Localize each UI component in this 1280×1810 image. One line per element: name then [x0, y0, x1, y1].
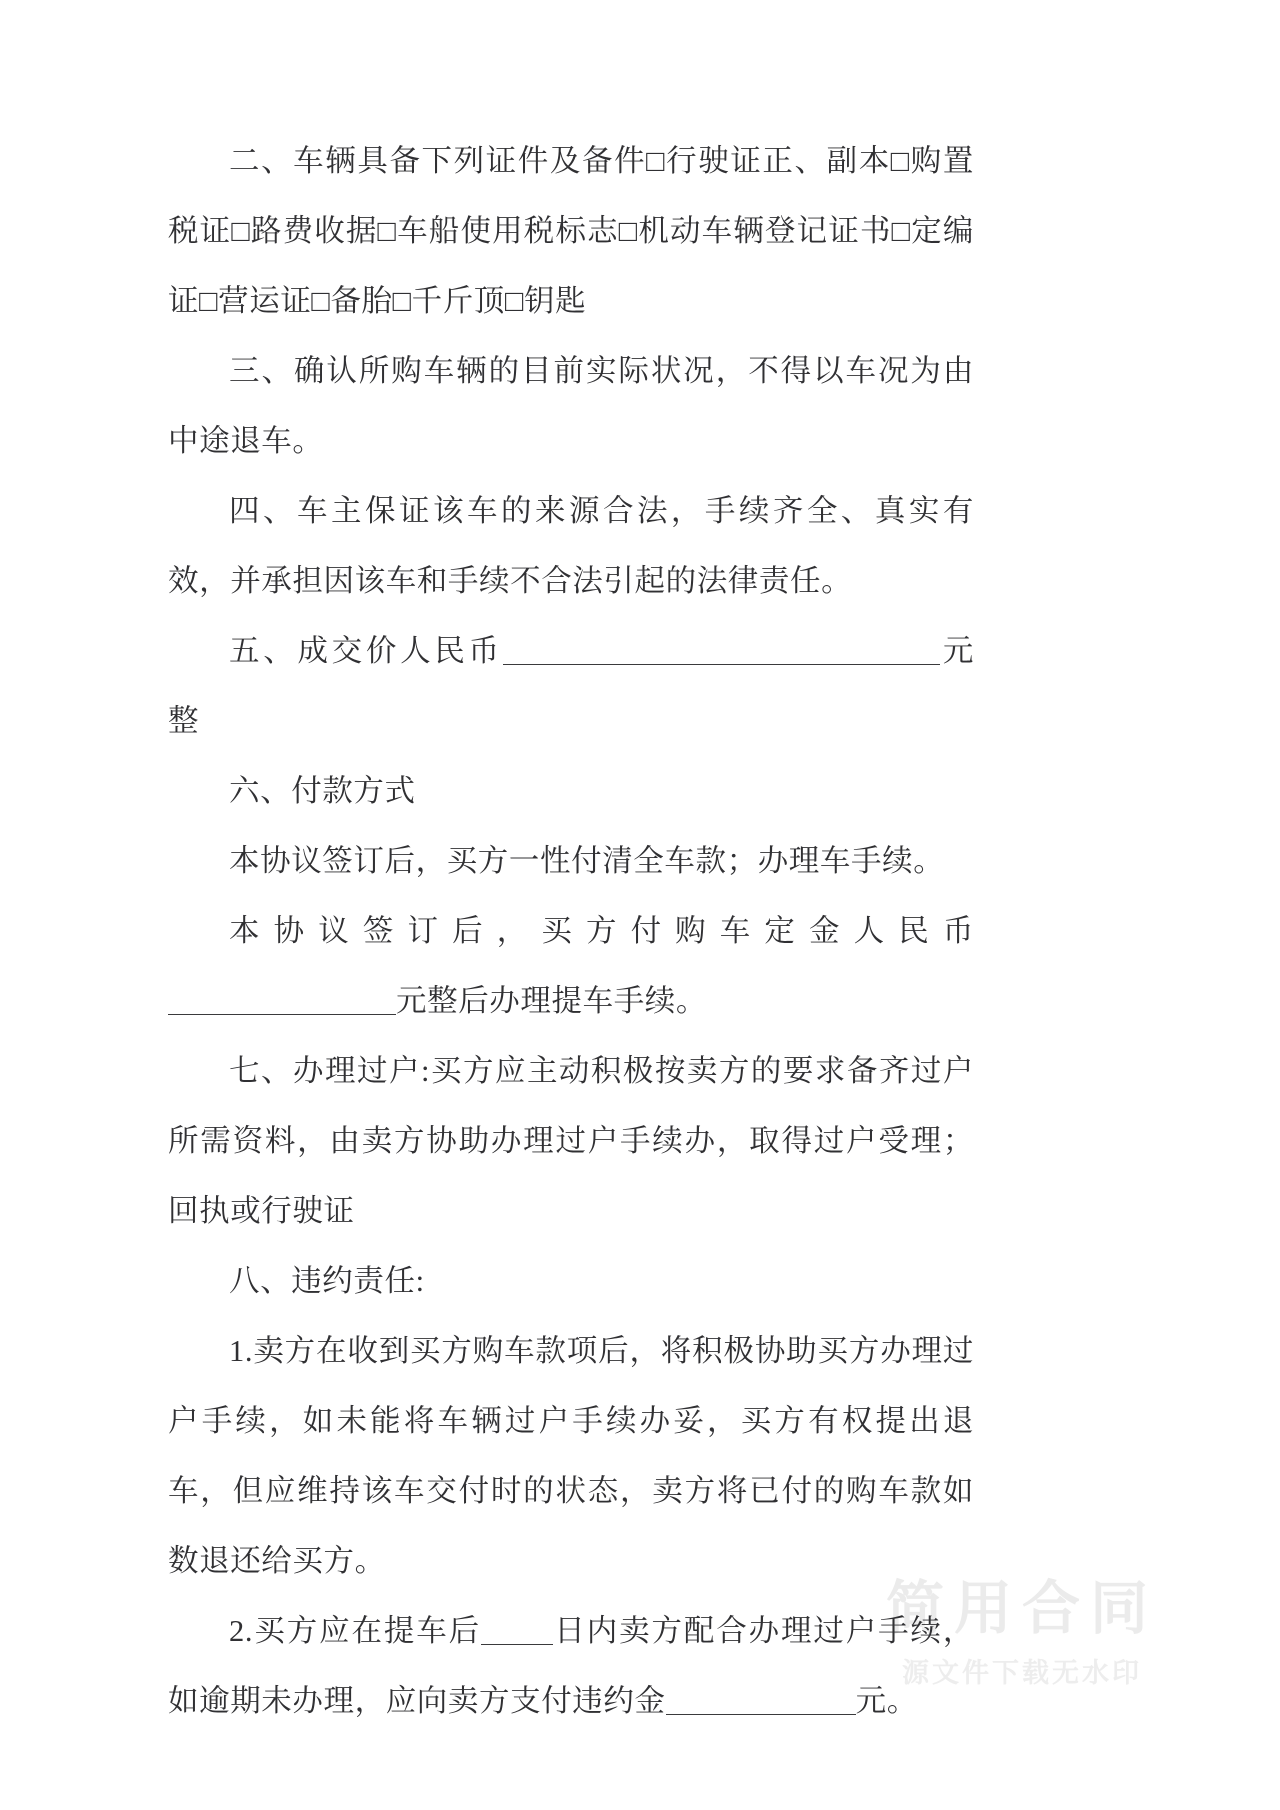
paragraph-clause-8-2	[168, 1596, 974, 1736]
paragraph-clause-5	[168, 616, 974, 756]
watermark-sub-text: 源文件下载无水印	[902, 1658, 1142, 1689]
paragraph-clause-4	[168, 476, 974, 616]
fill-in-blank[interactable]	[503, 663, 940, 665]
paragraph-clause-6-b	[168, 896, 974, 1036]
paragraph-text: 日内卖方配合办理过户手续，如逾期未办理，应向卖方支付违约金	[168, 1614, 974, 1718]
fill-in-blank[interactable]	[666, 1713, 856, 1715]
watermark-main-text: 简用合同	[885, 1574, 1158, 1643]
paragraph-text: 元整后办理提车手续。	[396, 984, 707, 1018]
paragraph-text: 五、成交价人民币	[229, 634, 503, 668]
paragraph-clause-3	[168, 336, 974, 476]
paragraph-clause-8-title	[168, 1246, 974, 1316]
paragraph-text: 七、办理过户:买方应主动积极按卖方的要求备齐过户所需资料，由卖方协助办理过户手续办，取得过户受理；回执或行驶证	[168, 1054, 974, 1228]
paragraph-text: 本协议签订后，买方一性付清全车款；办理车手续。	[229, 844, 945, 878]
paragraph-text: 三、确认所购车辆的目前实际状况，不得以车况为由中途退车。	[168, 354, 974, 458]
paragraph-text: 八、违约责任:	[229, 1264, 425, 1298]
document-body	[168, 126, 974, 1736]
paragraph-text: 二、车辆具备下列证件及备件□行驶证正、副本□购置税证□路费收据□车船使用税标志□机动车辆登记证书□定编证□营运证□备胎□千斤顶□钥匙	[168, 144, 974, 318]
paragraph-text: 2.买方应在提车后	[229, 1614, 482, 1648]
paragraph-text: 1.卖方在收到买方购车款项后，将积极协助买方办理过户手续，如未能将车辆过户手续办妥，买方有权提出退车，但应维持该车交付时的状态，卖方将已付的购车款如数退还给买方。	[168, 1334, 974, 1578]
paragraph-text: 六、付款方式	[229, 774, 416, 808]
paragraph-text: 元。	[855, 1684, 918, 1718]
paragraph-clause-6-a	[168, 826, 974, 896]
paragraph-clause-7	[168, 1036, 974, 1246]
paragraph-text: 本协议签订后，买方付购车定金人民币	[229, 914, 974, 948]
paragraph-clause-2	[168, 126, 974, 336]
paragraph-text: 元整	[168, 634, 974, 738]
paragraph-clause-8-1	[168, 1316, 974, 1596]
fill-in-blank[interactable]	[168, 1013, 396, 1015]
fill-in-blank[interactable]	[481, 1643, 553, 1645]
paragraph-text: 四、车主保证该车的来源合法，手续齐全、真实有效，并承担因该车和手续不合法引起的法律责任。	[168, 494, 974, 598]
paragraph-clause-6-title	[168, 756, 974, 826]
